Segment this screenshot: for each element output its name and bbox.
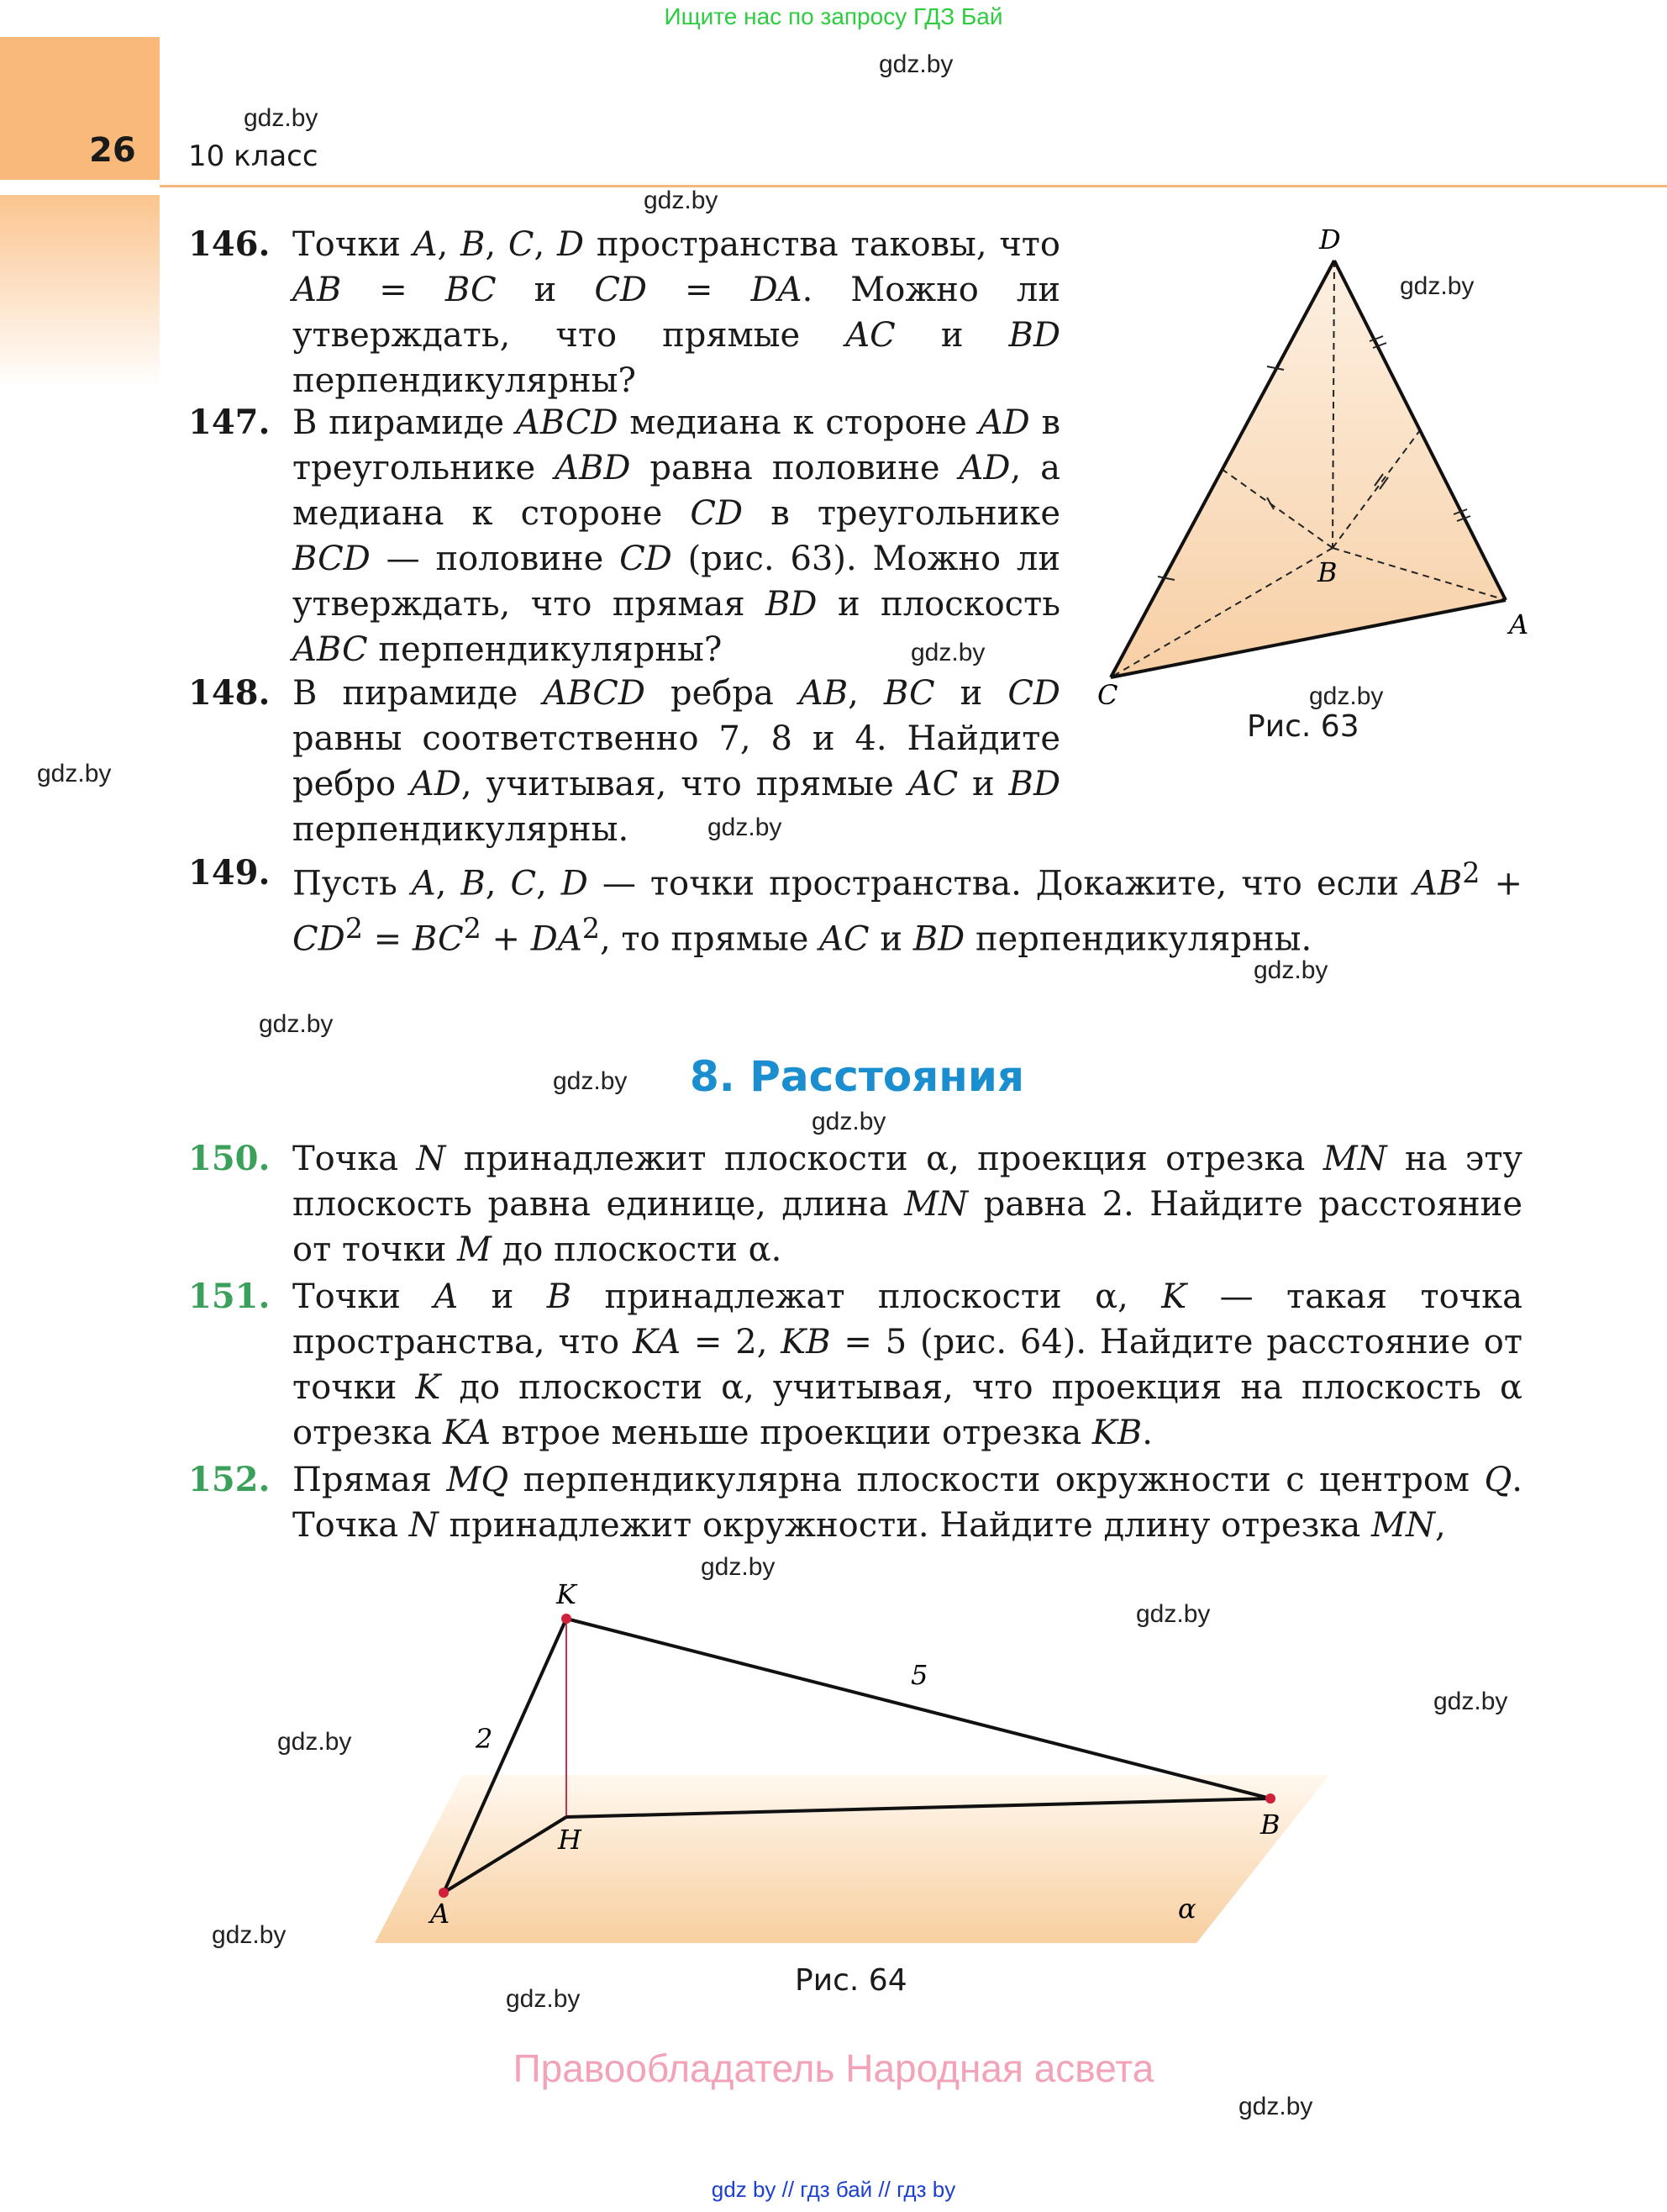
watermark: gdz.by [879,50,954,78]
copyright-owner: Правообладатель Народная асвета [513,2046,1154,2090]
segment-kb [566,1619,1270,1799]
watermark: gdz.by [259,1010,334,1038]
watermark: gdz.by [1238,2093,1313,2120]
label-a: A [430,1898,450,1930]
grade-label: 10 класс [188,140,318,173]
watermark: gdz.by [244,104,318,132]
figure-63-caption: Рис. 63 [1247,709,1359,744]
problem-text: Точки A, B, C, D пространства таковы, что AB = BC и CD = DA. Можно ли утверждать, что прямые AC и BD перпендикулярны? [292,225,1061,400]
watermark: gdz.by [212,1921,287,1949]
bottom-links[interactable]: gdz by // гдз бай // гдз by [711,2177,956,2202]
problem-number: 151. [188,1277,271,1316]
figure-64-caption: Рис. 64 [795,1963,907,1998]
page-tab-fade [0,195,160,388]
label-b: B [1317,556,1338,588]
watermark: gdz.by [1400,272,1475,300]
label-c: C [1097,679,1118,711]
watermark: gdz.by [277,1728,352,1756]
label-d: D [1319,224,1341,255]
problem-149 [188,851,1522,962]
point-k [561,1614,571,1624]
label-h: H [558,1824,581,1856]
problem-number: 148. [188,673,271,713]
problem-text: Точка N принадлежит плоскости α, проекция отрезка MN на эту плоскость равна единице, длина MN равна 2. Найдите расстояние от точки M до плоскости α. [292,1140,1522,1269]
label-kb-length: 5 [911,1659,928,1691]
section-title: 8. Расстояния [690,1052,1024,1101]
point-a [439,1888,449,1898]
label-k: K [556,1578,576,1610]
watermark: gdz.by [506,1985,581,2013]
problem-152 [188,1457,1522,1548]
problem-text: Пусть A, B, C, D — точки пространства. Докажите, что если $AB^2 + CD^2 = BC^2 + DA^2$, то прямые AC и BD перпендикулярны. [292,856,1522,959]
problem-text: В пирамиде ABCD медиана к стороне AD в треугольнике ABD равна половине AD, а медиана к стороне CD в треугольнике BCD — половине CD (рис. 63). Можно ли утверждать, что прямая BD и плоскость ABC перпендикулярны? [292,403,1061,669]
problem-number: 146. [188,224,271,264]
watermark: gdz.by [1136,1600,1211,1628]
watermark: gdz.by [701,1553,776,1581]
problem-number: 149. [188,853,271,893]
watermark: gdz.by [553,1067,628,1095]
problem-148 [188,671,1060,852]
watermark: gdz.by [1254,956,1328,984]
watermark: gdz.by [707,814,782,841]
problem-text: Прямая MQ перпендикулярна плоскости окружности с центром Q. Точка N принадлежит окружности. Найдите длину отрезка MN, [292,1461,1523,1545]
problem-text: В пирамиде ABCD ребра AB, BC и CD равны соответственно 7, 8 и 4. Найдите ребро AD, учитывая, что прямые AC и BD перпендикулярны. [292,674,1061,849]
problem-text: Точки A и B принадлежат плоскости α, K — такая точка пространства, что KA = 2, KB = 5 (рис. 64). Найдите расстояние от точки K до плоскости α, учитывая, что проекция на плоскость α отрезка KA втрое меньше проекции отрезка KB. [292,1277,1522,1452]
page-number: 26 [89,131,136,170]
watermark: gdz.by [1309,682,1384,710]
watermark: gdz.by [911,639,986,666]
problem-146 [188,222,1060,403]
top-banner[interactable]: Ищите нас по запросу ГДЗ Бай [664,3,1003,29]
watermark: gdz.by [644,187,718,214]
problem-151 [188,1274,1522,1456]
figure-64 [353,1572,1344,1967]
problem-147 [188,400,1060,672]
header-rule [160,185,1667,187]
point-b [1265,1793,1275,1804]
figure-63 [1084,219,1538,723]
label-b: B [1260,1809,1280,1841]
problem-150 [188,1136,1522,1272]
problem-number: 150. [188,1139,271,1178]
pyramid-face [1111,261,1506,677]
label-alpha: α [1178,1893,1196,1925]
problem-number: 147. [188,403,271,442]
label-a: A [1509,608,1529,640]
watermark: gdz.by [37,760,112,787]
problem-number: 152. [188,1460,271,1499]
label-ka-length: 2 [476,1723,493,1755]
watermark: gdz.by [812,1108,886,1135]
watermark: gdz.by [1433,1688,1508,1715]
